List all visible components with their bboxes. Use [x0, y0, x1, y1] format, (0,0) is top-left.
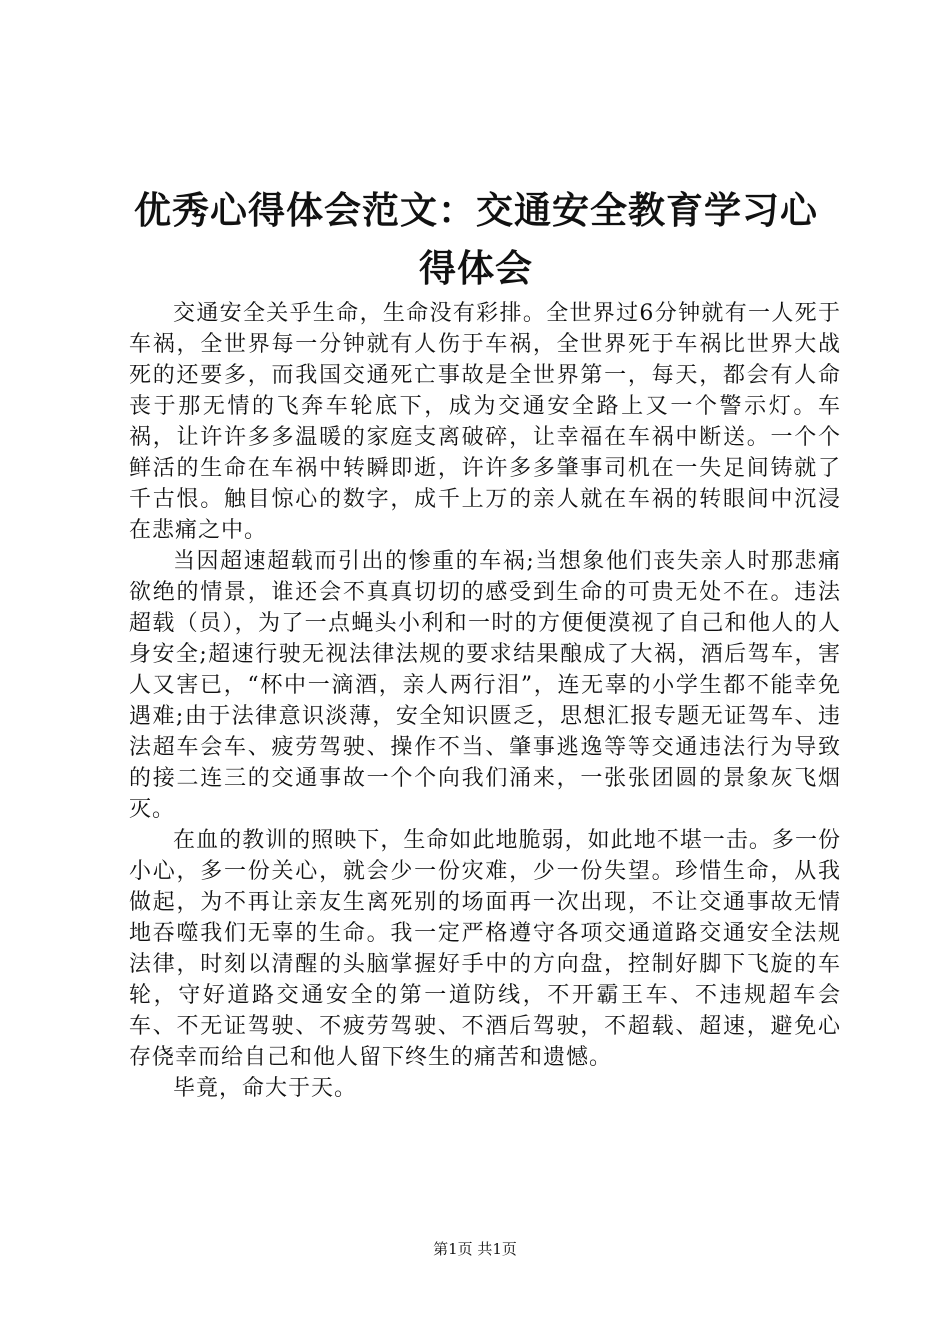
- paragraph-3: 在血的教训的照映下，生命如此地脆弱，如此地不堪一击。多一份小心，多一份关心，就会少一份灾难，少一份失望。珍惜生命，从我做起，为不再让亲友生离死别的场面再一次出现，不让交通事故无情地吞噬我们无辜的生命。我一定严格遵守各项交通道路交通安全法规法律，时刻以清醒的头脑掌握好手中的方向盘，控制好脚下飞旋的车轮，守好道路交通安全的第一道防线，不开霸王车、不违规超车会车、不无证驾驶、不疲劳驾驶、不酒后驾驶，不超载、超速，避免心存侥幸而给自己和他人留下终生的痛苦和遗憾。: [129, 828, 841, 1070]
- page-footer: 第1页 共1页: [433, 1240, 517, 1258]
- document-title: 优秀心得体会范文：交通安全教育学习心得体会: [134, 189, 818, 290]
- paragraph-1: 交通安全关乎生命，生命没有彩排。全世界过6分钟就有一人死于车祸，全世界每一分钟就有人伤于车祸，全世界死于车祸比世界大战死的还要多，而我国交通死亡事故是全世界第一，每天，都会有人命丧于那无情的飞奔车轮底下，成为交通安全路上又一个警示灯。车祸，让许许多多温暖的家庭支离破碎，让幸福在车祸中断送。一个个鲜活的生命在车祸中转瞬即逝，许许多多肇事司机在一失足间铸就了千古恨。触目惊心的数字，成千上万的亲人就在车祸的转眼间中沉浸在悲痛之中。: [129, 301, 841, 543]
- paragraph-2: 当因超速超载而引出的惨重的车祸;当想象他们丧失亲人时那悲痛欲绝的情景，谁还会不真真切切的感受到生命的可贵无处不在。违法超载（员），为了一点蝇头小利和一时的方便便漠视了自己和他人的人身安全;超速行驶无视法律法规的要求结果酿成了大祸，酒后驾车，害人又害已，“杯中一滴酒，亲人两行泪”，连无辜的小学生都不能幸免遇难;由于法律意识淡薄，安全知识匮乏，思想汇报专题无证驾车、违法超车会车、疲劳驾驶、操作不当、肇事逃逸等等交通违法行为导致的接二连三的交通事故一个个向我们涌来，一张张团圆的景象灰飞烟灭。: [129, 549, 841, 822]
- paragraph-4: 毕竟，命大于天。: [173, 1076, 358, 1101]
- document-body: [129, 298, 841, 1104]
